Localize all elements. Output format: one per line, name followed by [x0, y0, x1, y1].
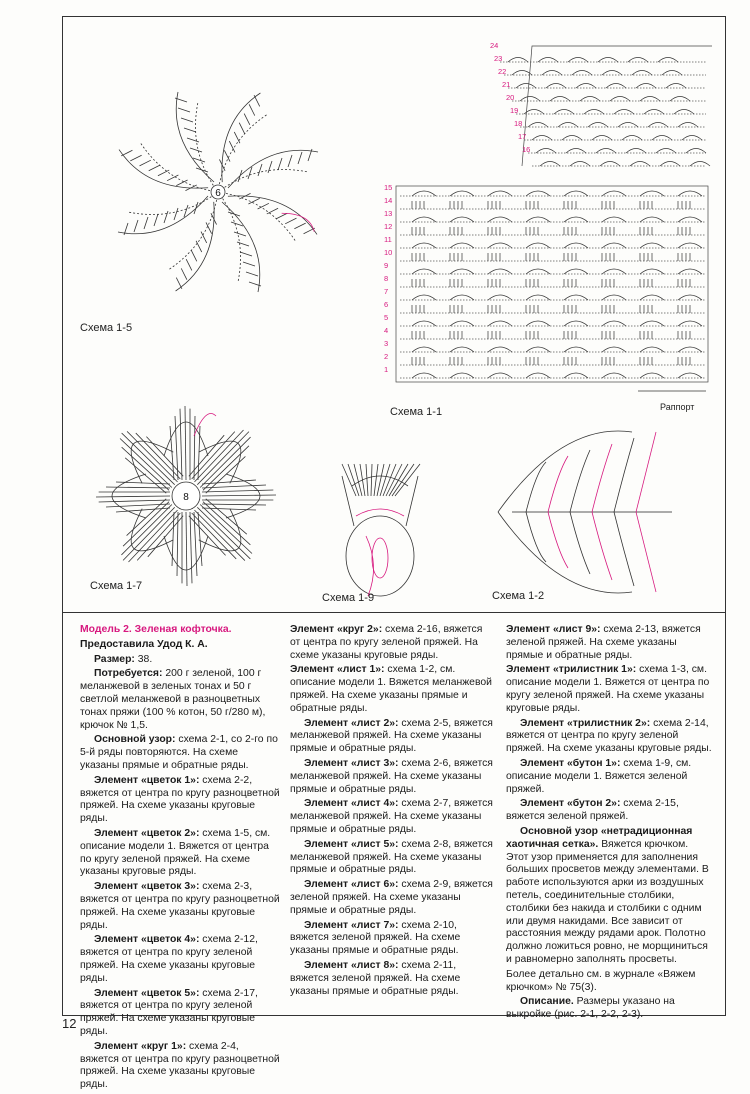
- article-label: Основной узор «нетрадиционная хаотичная сетка».: [506, 825, 693, 850]
- section-divider: [62, 612, 726, 613]
- spiral-arm: [118, 192, 218, 235]
- article-label: Предоставила Удод К. А.: [80, 638, 208, 650]
- article-title: Модель 2. Зеленая кофточка.: [80, 624, 232, 635]
- schema-1-7-center-number: 8: [183, 492, 189, 503]
- row-number: 22: [498, 67, 507, 76]
- article-label: Основной узор:: [94, 734, 176, 746]
- caption-schema-1-2: Схема 1-2: [492, 590, 545, 602]
- article-label: Элемент «лист 2»:: [304, 717, 399, 729]
- article-paragraph: [506, 624, 712, 662]
- row-number: 15: [384, 183, 393, 192]
- row-number: 4: [384, 326, 389, 335]
- article-label: Элемент «цветок 1»:: [94, 774, 200, 786]
- article-label: Элемент «круг 2»:: [290, 624, 383, 635]
- article-paragraph: [290, 839, 495, 877]
- article-text: схема 2-11, вяжется зеленой пряжей. На схеме указаны прямые и обратные ряды.: [290, 959, 461, 997]
- row-number: 12: [384, 222, 393, 231]
- row-number: 21: [502, 80, 511, 89]
- article-text: Более детально см. в журнале «Вяжем крючком» № 75(3).: [506, 968, 696, 993]
- article-paragraph: [290, 920, 495, 958]
- page-number: 12: [62, 1016, 77, 1031]
- article-paragraph: [506, 826, 712, 967]
- article-paragraph: [80, 639, 280, 652]
- article-label: Элемент «лист 4»:: [304, 798, 399, 810]
- schema-1-5-drawing: [117, 91, 319, 293]
- article-paragraph: [506, 758, 712, 796]
- article-text: схема 1-9, см. описание модели 1. Вяжется зеленой пряжей.: [506, 757, 692, 795]
- article-label: Потребуется:: [94, 668, 163, 680]
- article-paragraph: [290, 664, 495, 715]
- row-number: 19: [510, 106, 519, 115]
- article-label: Элемент «цветок 5»:: [94, 987, 200, 999]
- article-paragraph: [80, 881, 280, 932]
- caption-schema-1-1: Схема 1-1: [390, 406, 443, 418]
- article-label: Элемент «цветок 2»:: [94, 827, 200, 839]
- row-number: 5: [384, 313, 389, 322]
- row-number: 8: [384, 274, 389, 283]
- article-text: схема 2-10, вяжется зеленой пряжей. На схеме указаны прямые и обратные ряды.: [290, 919, 461, 957]
- caption-schema-1-7: Схема 1-7: [90, 580, 143, 592]
- article-text: схема 1-3, см. описание модели 1. Вяжется от центра по кругу зеленой пряжей. На схеме указаны круговые ряды.: [506, 664, 710, 714]
- article-paragraph: [290, 798, 495, 836]
- row-number: 20: [506, 93, 515, 102]
- article-label: Элемент «цветок 3»:: [94, 881, 200, 893]
- row-number: 16: [522, 145, 531, 154]
- article-text: схема 2-14, вяжется от центра по кругу зеленой пряжей. На схеме указаны круговые ряды.: [506, 717, 712, 755]
- article-label: Элемент «лист 5»:: [304, 838, 399, 850]
- row-number: 3: [384, 339, 389, 348]
- row-number: 18: [514, 119, 523, 128]
- article-paragraph: [290, 960, 495, 998]
- article-text: схема 2-15, вяжется зеленой пряжей.: [506, 798, 679, 823]
- article-text: схема 2-12, вяжется от центра по кругу зеленой пряжей. На схеме указаны круговые ряды.: [80, 934, 258, 984]
- row-number: 14: [384, 196, 393, 205]
- row-number: 9: [384, 261, 389, 270]
- article-column-3: [506, 624, 712, 1024]
- caption-rapport: Раппорт: [660, 402, 695, 412]
- article-label: Описание.: [520, 996, 574, 1008]
- schema-1-5-center-number: 6: [215, 188, 221, 199]
- article-text: Вяжется крючком. Этот узор применяется для заполнения больших просветов между элементами. В работе используются арки из воздушных петель, соединительные столбики, столбики без накида и столбики с одним или двумя накидами. Все зависит от расстояния между рядами арок. Полотно должно ложиться ровно, не морщиниться и равномерно заполнять просветы.: [506, 838, 709, 965]
- row-number: 24: [490, 41, 499, 50]
- article-text: схема 2-13, вяжется зеленой пряжей. На схеме указаны прямые и обратные ряды.: [506, 624, 701, 661]
- article-paragraph: [506, 664, 712, 715]
- article-paragraph: [80, 934, 280, 985]
- article-label: Элемент «лист 9»:: [506, 624, 601, 635]
- article-paragraph: [80, 668, 280, 732]
- article-paragraph: [506, 718, 712, 756]
- schema-1-9-drawing: [342, 464, 420, 596]
- article-paragraph: [506, 996, 712, 1022]
- article-label: Элемент «лист 6»:: [304, 879, 399, 891]
- article-text: схема 2-2, вяжется от центра по кругу разноцветной пряжей. На схеме указаны круговые ряды.: [80, 774, 280, 825]
- article-label: Элемент «трилистник 2»:: [520, 717, 651, 729]
- article-label: Элемент «лист 8»:: [304, 959, 399, 971]
- article-text: схема 2-7, вяжется меланжевой пряжей. На схеме указаны прямые и обратные ряды.: [290, 798, 493, 835]
- row-number: 10: [384, 248, 393, 257]
- article-label: Элемент «цветок 4»:: [94, 934, 200, 946]
- article-paragraph: [290, 879, 495, 917]
- article-text: схема 2-5, вяжется меланжевой пряжей. На схеме указаны прямые и обратные ряды.: [290, 717, 493, 755]
- article-text: 38.: [134, 653, 153, 665]
- article-column-1: [80, 624, 280, 1094]
- article-label: Элемент «бутон 1»:: [520, 757, 621, 769]
- article-text: схема 1-5, см. описание модели 1. Вяжется от центра по кругу зеленой пряжей. На схеме указаны круговые ряды.: [80, 827, 271, 878]
- article-text: схема 2-4, вяжется от центра по кругу разноцветной пряжей. На схеме указаны круговые ряды.: [80, 1040, 280, 1091]
- article-text: схема 2-1, со 2-го по 5-й ряды повторяются. На схеме указаны прямые и обратные ряды.: [80, 734, 278, 771]
- article-label: Размер:: [94, 653, 135, 665]
- article-text: схема 2-3, вяжется от центра по кругу разноцветной пряжей. На схеме указаны круговые ряды.: [80, 881, 280, 931]
- article-column-2: [290, 624, 495, 1000]
- diagrams-svg: [62, 16, 726, 612]
- article-text: 200 г зеленой, 100 г меланжевой в зеленых тонах и 50 г светлой меланжевой в разноцветных тонах пряжи (100 % котон, 50 г/280 м), крючок № 1,5.: [80, 668, 266, 731]
- spiral-arm: [218, 192, 261, 292]
- article-label: Элемент «круг 1»:: [94, 1040, 187, 1052]
- article-paragraph: [80, 988, 280, 1039]
- schema-1-7-drawing: [96, 406, 276, 586]
- row-number: 17: [518, 132, 527, 141]
- article-label: Элемент «бутон 2»:: [520, 798, 621, 810]
- schema-1-2-drawing: [498, 431, 672, 593]
- row-number: 13: [384, 209, 393, 218]
- article-paragraph: [80, 1041, 280, 1092]
- article-paragraph: [506, 798, 712, 824]
- article-label: Элемент «лист 3»:: [304, 757, 399, 769]
- article-paragraph: [506, 969, 712, 995]
- row-number: 2: [384, 352, 389, 361]
- caption-schema-1-9: Схема 1-9: [322, 592, 375, 604]
- spiral-arm: [218, 149, 318, 192]
- article-paragraph: [290, 758, 495, 796]
- row-number: 11: [384, 235, 392, 244]
- article-paragraph: [290, 624, 495, 662]
- spiral-arm: [218, 161, 319, 262]
- article-text: схема 2-16, вяжется от центра по кругу зеленой пряжей. На схеме указаны круговые ряды.: [290, 624, 483, 661]
- article-label: Элемент «лист 1»:: [290, 664, 385, 676]
- flower-petal: [164, 406, 216, 480]
- article-text: схема 2-9, вяжется зеленой пряжей. На схеме указаны прямые и обратные ряды.: [290, 879, 493, 916]
- article-paragraph: [80, 734, 280, 772]
- article-text: схема 1-2, см. описание модели 1. Вяжется меланжевой пряжей. На схеме указаны прямые и обратные ряды.: [290, 664, 492, 714]
- article-paragraph: [290, 718, 495, 756]
- article-label: Элемент «трилистник 1»:: [506, 664, 637, 676]
- spiral-arm: [175, 92, 218, 192]
- schema-1-1-drawing: [396, 46, 712, 391]
- article-paragraph: [80, 624, 280, 637]
- article-text: Размеры указано на выкройке (рис. 2-1, 2-2, 2-3).: [506, 996, 675, 1021]
- article-paragraph: [80, 828, 280, 879]
- article-text: схема 2-8, вяжется меланжевой пряжей. На схеме указаны прямые и обратные ряды.: [290, 838, 493, 876]
- row-number: 23: [494, 54, 503, 63]
- row-number: 7: [384, 287, 389, 296]
- row-number: 1: [384, 365, 389, 374]
- article-text: схема 2-17, вяжется от центра по кругу зеленой пряжей. На схеме указаны круговые ряды.: [80, 987, 258, 1037]
- article-paragraph: [80, 775, 280, 826]
- article-paragraph: [80, 654, 280, 667]
- article-text: схема 2-6, вяжется меланжевой пряжей. На схеме указаны прямые и обратные ряды.: [290, 757, 493, 795]
- row-number: 6: [384, 300, 389, 309]
- caption-schema-1-5: Схема 1-5: [80, 322, 133, 334]
- article-label: Элемент «лист 7»:: [304, 919, 399, 931]
